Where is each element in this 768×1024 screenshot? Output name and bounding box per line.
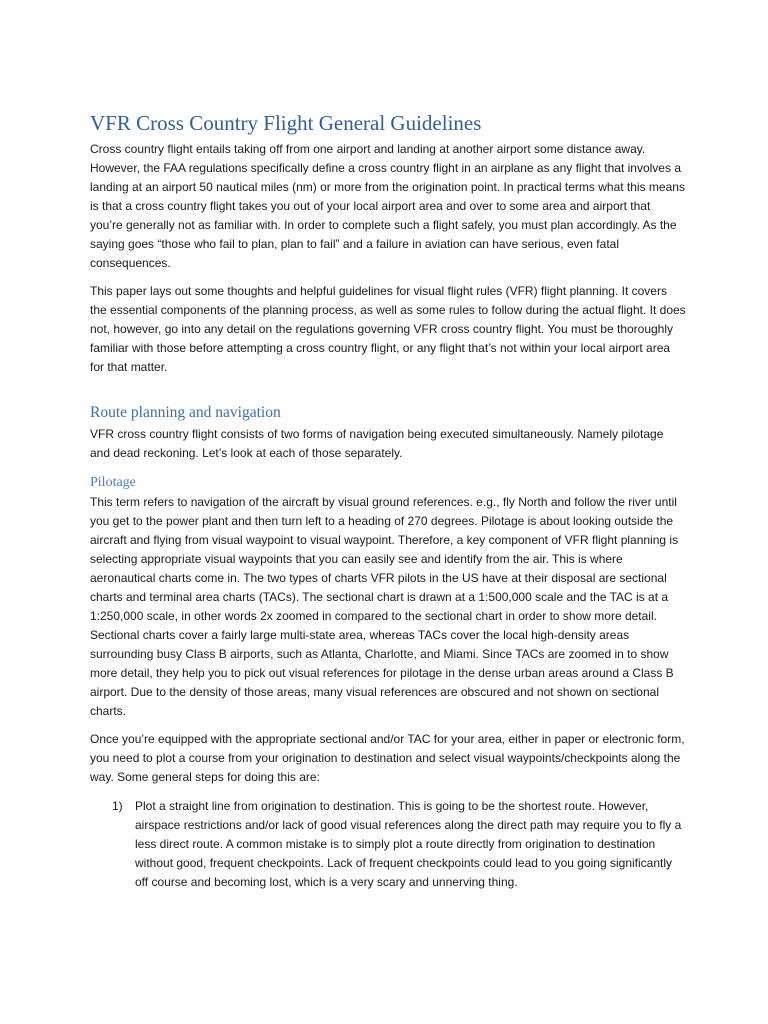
list-item-number: 1) xyxy=(112,799,123,813)
list-item xyxy=(90,797,686,892)
route-planning-heading: Route planning and navigation xyxy=(90,404,281,421)
intro-paragraph-1: Cross country flight entails taking off from one airport and landing at another airport some distance away. However, the FAA regulations specifically define a cross country flight in an airplane as any flight that involves a landing at an airport 50 nautical miles (nm) or more from the origination point. In practical terms what this means is that a cross country flight takes you out of your local airport area and over to some area and airport that you’re generally not as familiar with. In order to complete such a flight safely, you must plan accordingly. As the saying goes “those who fail to plan, plan to fail” and a failure in aviation can have serious, even fatal consequences. xyxy=(90,142,685,270)
planning-steps-list xyxy=(90,797,686,892)
document-title: VFR Cross Country Flight General Guidelines xyxy=(90,111,482,135)
route-planning-paragraph: VFR cross country flight consists of two forms of navigation being executed simultaneously. Namely pilotage and dead reckoning. Let’s look at each of those separately. xyxy=(90,427,664,460)
pilotage-paragraph-2: Once you’re equipped with the appropriate sectional and/or TAC for your area, either in paper or electronic form, you need to plot a course from your origination to destination and select visual waypoints/checkpoints along the way. Some general steps for doing this are: xyxy=(90,732,685,784)
intro-paragraph-2: This paper lays out some thoughts and helpful guidelines for visual flight rules (VFR) flight planning. It covers the essential components of the planning process, as well as some rules to follow during the actual flight. It does not, however, go into any detail on the regulations governing VFR cross country flight. You must be thoroughly familiar with those before attempting a cross country flight, or any flight that’s not within your local airport area for that matter. xyxy=(90,284,686,374)
pilotage-heading: Pilotage xyxy=(90,475,136,490)
pilotage-paragraph-1: This term refers to navigation of the aircraft by visual ground references. e.g., fly North and follow the river until you get to the power plant and then turn left to a heading of 270 degrees. Pilotage is about looking outside the aircraft and flying from visual waypoint to visual waypoint. Therefore, a key component of VFR flight planning is selecting appropriate visual waypoints that you can easily see and identify from the air. This is where aeronautical charts come in. The two types of charts VFR pilots in the US have at their disposal are sectional charts and terminal area charts (TACs). The sectional chart is drawn at a 1:500,000 scale and the TAC is at a 1:250,000 scale, in other words 2x zoomed in compared to the sectional chart in order to show more detail. Sectional charts cover a fairly large multi-state area, whereas TACs cover the local high-density areas surrounding busy Class B airports, such as Atlanta, Charlotte, and Miami. Since TACs are zoomed in to show more detail, they help you to pick out visual references for pilotage in the dense urban areas around a Class B airport. Due to the density of those areas, many visual references are obscured and not shown on sectional charts. xyxy=(90,495,679,718)
document-page xyxy=(90,104,686,892)
list-item-text: Plot a straight line from origination to destination. This is going to be the shortest route. However, airspace restrictions and/or lack of good visual references along the direct path may require you to fly a less direct route. A common mistake is to simply plot a route directly from origination to destination without good, frequent checkpoints. Lack of frequent checkpoints could lead to you going significantly off course and becoming lost, which is a very scary and unnerving thing. xyxy=(135,799,682,889)
